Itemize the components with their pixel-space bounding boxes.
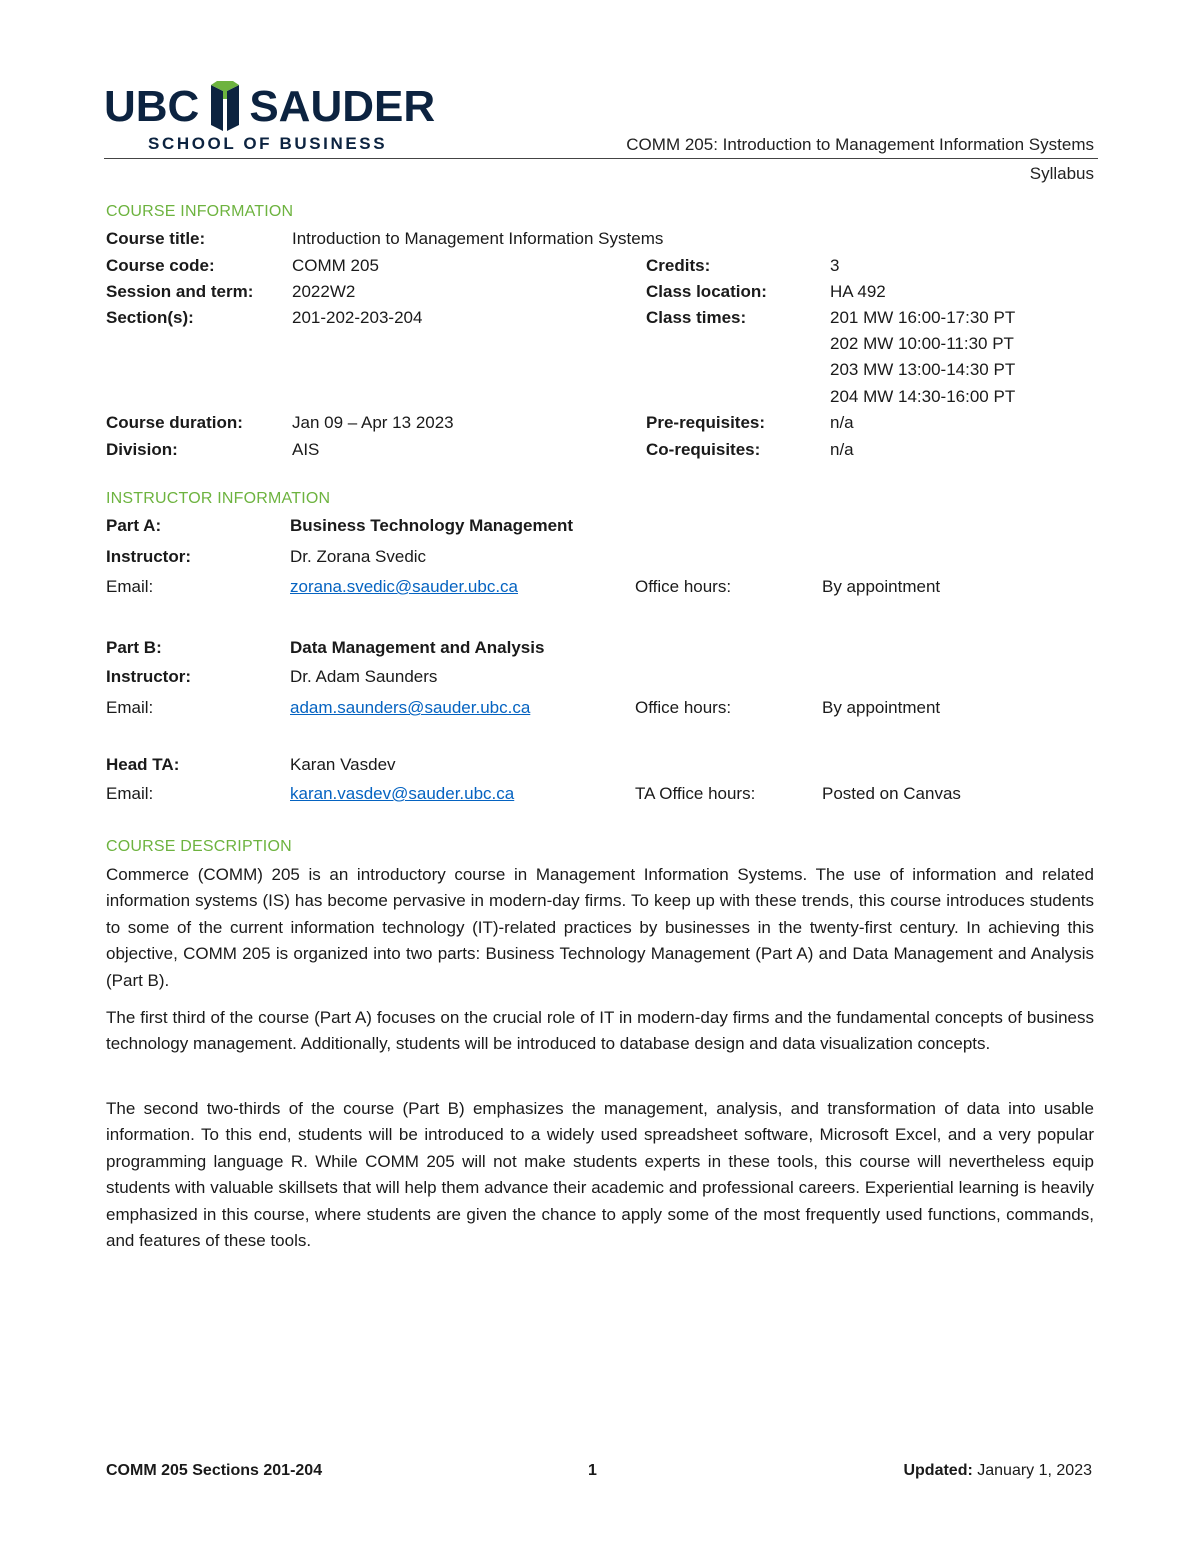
email-a-link[interactable]: zorana.svedic@sauder.ubc.ca — [290, 577, 518, 596]
division-row — [106, 440, 1096, 464]
logo-subtitle: SCHOOL OF BUSINESS — [148, 134, 388, 153]
instructor-b-value: Dr. Adam Saunders — [290, 667, 438, 686]
logo-sauder-text: SAUDER — [249, 82, 436, 131]
part-a-value: Business Technology Management — [290, 516, 574, 535]
part-b-label: Part B: — [106, 638, 162, 657]
office-hours-b-value: By appointment — [822, 698, 941, 717]
email-a-row — [106, 577, 1096, 601]
header-course-title: COMM 205: Introduction to Management Information Systems — [626, 135, 1094, 154]
credits-value: 3 — [830, 256, 840, 275]
session-label: Session and term: — [106, 282, 254, 301]
head-ta-label: Head TA: — [106, 755, 180, 774]
footer-page-number: 1 — [588, 1462, 597, 1479]
logo-wordmark — [104, 78, 435, 136]
course-description-heading: COURSE DESCRIPTION — [106, 838, 292, 855]
class-time-item: 203 MW 13:00-14:30 PT — [830, 360, 1016, 379]
part-b-row — [106, 638, 1096, 662]
instructor-b-row — [106, 667, 1096, 691]
instructor-a-label: Instructor: — [106, 547, 191, 566]
course-info-heading: COURSE INFORMATION — [106, 203, 294, 220]
prereq-value: n/a — [830, 413, 854, 432]
course-code-value: COMM 205 — [292, 256, 379, 275]
instructor-a-value: Dr. Zorana Svedic — [290, 547, 427, 566]
email-ta-label: Email: — [106, 784, 154, 803]
class-location-label: Class location: — [646, 282, 767, 301]
part-a-row — [106, 516, 1096, 540]
description-paragraph: The second two-thirds of the course (Part B) emphasizes the management, analysis, and transformation of data into usable information. To this end, students will be introduced to a widely used spreadsheet software, Microsoft Excel, and a very popular programming language R. While COMM 205 will not make students experts in these tools, this course will nevertheless equip students with valuable skillsets that will help them advance their academic and professional careers. Experiential learning is heavily emphasized in this course, where students are given the chance to apply some of the most frequently used functions, commands, and features of these tools. — [106, 1099, 1094, 1251]
division-value: AIS — [292, 440, 320, 459]
class-times-row — [106, 360, 1096, 384]
class-location-value: HA 492 — [830, 282, 886, 301]
division-label: Division: — [106, 440, 178, 459]
office-hours-a-value: By appointment — [822, 577, 941, 596]
course-title-row — [106, 229, 1096, 253]
logo-ubc-text: UBC — [104, 82, 200, 131]
email-ta-row — [106, 784, 1096, 808]
session-row — [106, 282, 1096, 306]
coreq-value: n/a — [830, 440, 854, 459]
part-b-value: Data Management and Analysis — [290, 638, 545, 657]
head-ta-value: Karan Vasdev — [290, 755, 396, 774]
footer-updated-date: January 1, 2023 — [977, 1462, 1092, 1479]
ta-office-hours-value: Posted on Canvas — [822, 784, 961, 803]
description-paragraph: Commerce (COMM) 205 is an introductory course in Management Information Systems. The use of information and related information systems (IS) has become pervasive in modern-day firms. To keep up with these trends, this course introduces students to some of the current information technology (IT)-related practices by businesses in the twenty-first century. In achieving this objective, COMM 205 is organized into two parts: Business Technology Management (Part A) and Data Management and Analysis (Part B). — [106, 865, 1094, 990]
ubc-shield-icon — [207, 81, 243, 133]
sections-label: Section(s): — [106, 308, 194, 327]
office-hours-b-label: Office hours: — [635, 698, 732, 717]
footer-course-sections: COMM 205 Sections 201-204 — [106, 1462, 323, 1479]
prereq-label: Pre-requisites: — [646, 413, 766, 432]
session-value: 2022W2 — [292, 282, 356, 301]
class-time-item: 201 MW 16:00-17:30 PT — [830, 308, 1016, 327]
email-b-label: Email: — [106, 698, 154, 717]
ta-office-hours-label: TA Office hours: — [635, 784, 756, 803]
duration-label: Course duration: — [106, 413, 243, 432]
header-subtitle: Syllabus — [1029, 164, 1094, 183]
class-times-row — [106, 334, 1096, 358]
head-ta-row — [106, 755, 1096, 779]
duration-row — [106, 413, 1096, 437]
footer-updated-label: Updated: — [903, 1462, 973, 1479]
sections-value: 201-202-203-204 — [292, 308, 423, 327]
part-a-label: Part A: — [106, 516, 162, 535]
class-time-item: 204 MW 14:30-16:00 PT — [830, 387, 1016, 406]
sections-row — [106, 308, 1096, 332]
office-hours-a-label: Office hours: — [635, 577, 732, 596]
email-b-row — [106, 698, 1096, 722]
instructor-info-heading: INSTRUCTOR INFORMATION — [106, 490, 331, 507]
email-ta-link[interactable]: karan.vasdev@sauder.ubc.ca — [290, 784, 515, 803]
course-title-label: Course title: — [106, 229, 206, 248]
course-title-value: Introduction to Management Information Systems — [292, 229, 664, 248]
class-time-item: 202 MW 10:00-11:30 PT — [830, 334, 1014, 353]
ubc-sauder-logo — [104, 78, 434, 158]
instructor-b-label: Instructor: — [106, 667, 191, 686]
duration-value: Jan 09 – Apr 13 2023 — [292, 413, 454, 432]
class-times-row — [106, 387, 1096, 411]
email-b-link[interactable]: adam.saunders@sauder.ubc.ca — [290, 698, 531, 717]
footer-updated — [903, 1462, 1092, 1480]
course-code-row — [106, 256, 1096, 280]
course-code-label: Course code: — [106, 256, 215, 275]
header-divider — [104, 158, 1098, 159]
description-paragraph: The first third of the course (Part A) focuses on the crucial role of IT in modern-day firms and the fundamental concepts of business technology management. Additionally, students will be introduced to database design and data visualization concepts. — [106, 1008, 1094, 1054]
credits-label: Credits: — [646, 256, 711, 275]
coreq-label: Co-requisites: — [646, 440, 761, 459]
class-times-label: Class times: — [646, 308, 747, 327]
instructor-a-row — [106, 547, 1096, 571]
email-a-label: Email: — [106, 577, 154, 596]
